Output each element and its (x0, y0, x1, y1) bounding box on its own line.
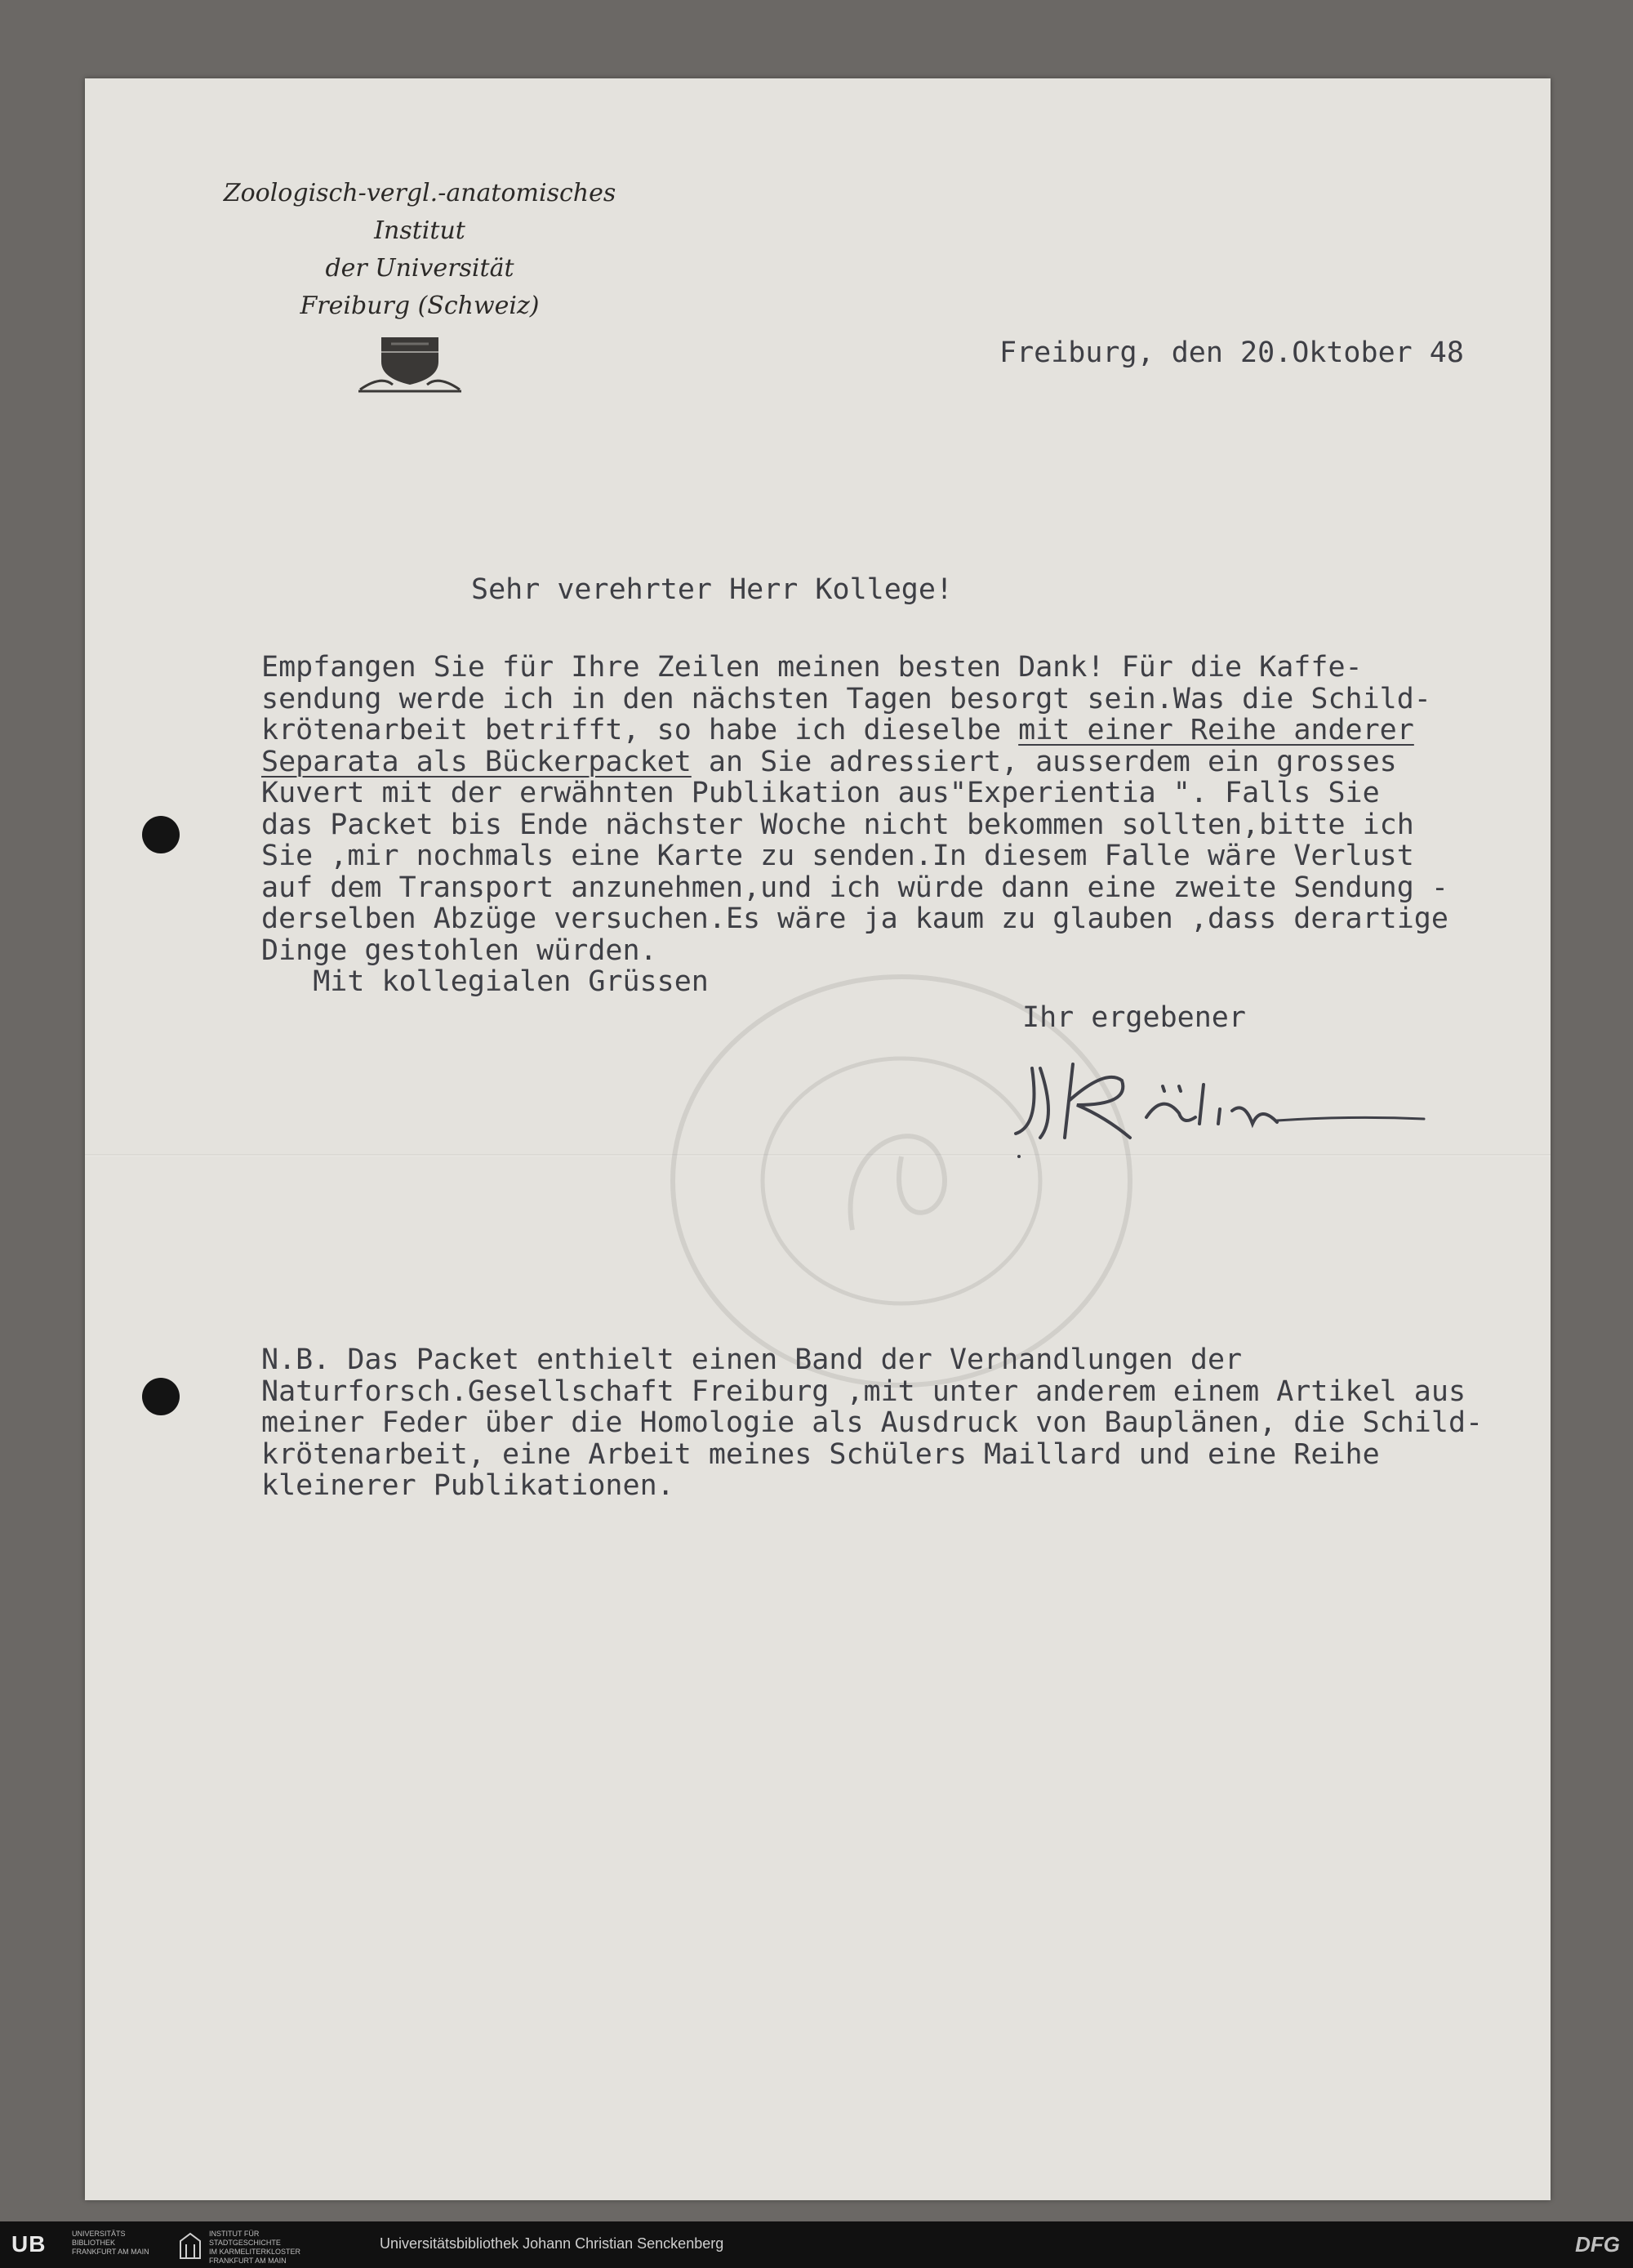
letterhead-city: Freiburg (Schweiz) (300, 292, 540, 320)
body-line: krötenarbeit betrifft, so habe ich dieselbe mit einer Reihe anderer (261, 714, 1414, 746)
nb-line: Naturforsch.Gesellschaft Freiburg ,mit unter anderem einem Artikel aus (261, 1375, 1466, 1408)
body-line: sendung werde ich in den nächsten Tagen besorgt sein.Was die Schild- (261, 682, 1431, 715)
nota-bene (261, 1344, 1483, 1502)
university-crest-icon (357, 328, 463, 393)
institute-building-icon (178, 2231, 202, 2259)
letter-body (261, 652, 1448, 998)
letterhead-institute: Zoologisch-vergl.-anatomisches Institut (223, 179, 616, 245)
closing: Ihr ergebener (1022, 1001, 1246, 1034)
nb-line: meiner Feder über die Homologie als Ausdruck von Bauplänen, die Schild- (261, 1406, 1484, 1439)
body-line: Dinge gestohlen würden. (261, 933, 657, 967)
punch-hole-upper (142, 816, 180, 853)
library-name: Universitätsbibliothek Johann Christian Senckenberg (380, 2235, 724, 2252)
dfg-logo: DFG (1575, 2232, 1620, 2257)
letterhead (175, 175, 665, 325)
body-line: Sie ,mir nochmals eine Karte zu senden.In diesem Falle wäre Verlust (261, 840, 1414, 872)
nb-line: krötenarbeit, eine Arbeit meines Schülers Maillard und eine Reihe (261, 1437, 1380, 1471)
ub-logo-subtitle: UNIVERSITÄTS BIBLIOTHEK FRANKFURT AM MAIN (72, 2230, 149, 2256)
body-line: derselben Abzüge versuchen.Es wäre ja kaum zu glauben ,dass derartige (261, 902, 1448, 935)
body-line: Kuvert mit der erwähnten Publikation aus"Experientia ". Falls Sie (261, 777, 1380, 809)
underlined-phrase: Separata als Bückerpacket (261, 745, 692, 778)
body-line: Empfangen Sie für Ihre Zeilen meinen besten Dank! Für die Kaffe- (261, 651, 1363, 684)
ub-logo: UB (11, 2231, 47, 2257)
handwritten-signature (1008, 1036, 1432, 1158)
underlined-phrase: mit einer Reihe anderer (1018, 714, 1414, 746)
body-line: auf dem Transport anzunehmen,und ich würde dann eine zweite Sendung - (261, 871, 1448, 904)
letter-date: Freiburg, den 20.Oktober 48 (999, 336, 1464, 369)
nb-line: N.B. Das Packet enthielt einen Band der Verhandlungen der (261, 1343, 1243, 1376)
institute-logo-text: INSTITUT FÜR STADTGESCHICHTE IM KARMELITERKLOSTER FRANKFURT AM MAIN (209, 2230, 301, 2265)
body-line: das Packet bis Ende nächster Woche nicht bekommen sollten,bitte ich (261, 808, 1414, 841)
body-line: Mit kollegialen Grüssen (313, 965, 709, 998)
body-line: Separata als Bückerpacket an Sie adressiert, ausserdem ein grosses (261, 745, 1397, 778)
archive-footer-bar (0, 2221, 1633, 2268)
punch-hole-lower (142, 1378, 180, 1415)
letter-sheet (85, 78, 1551, 2200)
letterhead-university: der Universität (325, 254, 514, 283)
salutation: Sehr verehrter Herr Kollege! (471, 573, 954, 606)
nb-line: kleinerer Publikationen. (261, 1469, 674, 1502)
